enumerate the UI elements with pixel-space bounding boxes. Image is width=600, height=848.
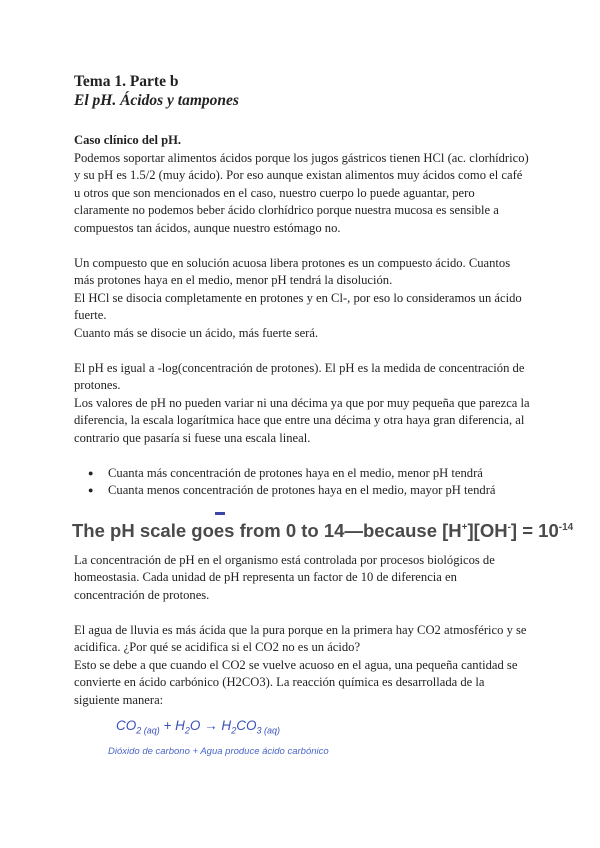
ph-scale-text: ] = 10 (510, 519, 559, 541)
paragraph-rain: El agua de lluvia es más ácida que la pura porque en la primera hay CO2 atmosférico y se acidifica. ¿Por qué se acidifica si el CO2 no es un ácido? (74, 622, 527, 654)
ph-scale-text: ][OH (467, 519, 508, 541)
paragraph-carbonic: Esto se debe a que cuando el CO2 se vuelve acuoso en el agua, una pequeña cantidad se convierte en ácido carbónico (H2CO3). La reacción química es desarrollada de la siguiente manera: (74, 657, 518, 707)
document-title: Tema 1. Parte b (74, 73, 179, 90)
paragraph-log-scale: Los valores de pH no pueden variar ni una décima ya que por muy pequeña que parezca la diferencia, la escala logarítmica hace que entre una décima y otra haya gran diferencia, al contrario que pasaría si fuese una escala lineal. (74, 395, 530, 445)
paragraph-hcl: El HCl se disocia completamente en protones y en Cl-, por eso lo consideramos un ácido fuerte. (74, 290, 522, 322)
paragraph-homeostasis: La concentración de pH en el organismo está controlada por procesos biológicos de homeostasia. Cada unidad de pH representa un factor de 10 de diferencia en concentración de protones. (74, 552, 495, 602)
ph-scale-banner (72, 512, 574, 542)
ph-scale-text: The pH scale goes from 0 to 14—because [H (72, 519, 462, 541)
equation-subscript: 2 (231, 725, 237, 736)
equation-term: + H (159, 718, 185, 733)
paragraph-dissociation: Cuanto más se disocie un ácido, más fuerte será. (74, 325, 319, 340)
document-page (72, 72, 574, 758)
equation-term: O → H (189, 718, 232, 733)
equation-subscript: 3 (aq) (256, 725, 280, 736)
highlight-mark (215, 512, 225, 515)
section-heading: Caso clínico del pH. (74, 133, 182, 147)
equation-term: CO (116, 718, 137, 733)
superscript: - (507, 521, 511, 533)
equation-subscript: 2 (184, 725, 190, 736)
bullet-list (74, 465, 530, 500)
document-subtitle: El pH. Ácidos y tampones (74, 92, 239, 109)
paragraph-acid-definition: Un compuesto que en solución acuosa libera protones es un compuesto ácido. Cuantos más protones haya en el medio, menor pH tendrá la disolución. (74, 255, 511, 287)
superscript: -14 (558, 521, 574, 533)
chemical-equation (108, 717, 530, 758)
equation-caption: Dióxido de carbono + Agua produce ácido carbónico (108, 745, 329, 757)
list-item: ● Cuanta menos concentración de protones haya en el medio, mayor pH tendrá (74, 482, 530, 500)
paragraph-gastric: Podemos soportar alimentos ácidos porque los jugos gástricos tienen HCl (ac. clorhídrico) y su pH es 1.5/2 (muy ácido). Por eso aunque existan alimentos muy ácidos como el café u otros que son mencionados en el caso, nuestro cuerpo lo puede aguantar, pero claramente no podemos beber ácido clorhídrico porque nuestra mucosa es sensible a compuestos tan ácidos, aunque nuestro estómago no. (74, 150, 529, 235)
paragraph-ph-definition: El pH es igual a -log(concentración de protones). El pH es la medida de concentración de protones. (74, 360, 525, 392)
equation-subscript: 2 (aq) (136, 725, 160, 736)
superscript: + (461, 521, 468, 533)
equation-term: CO (236, 718, 257, 733)
list-item: ● Cuanta más concentración de protones haya en el medio, menor pH tendrá (74, 465, 530, 483)
